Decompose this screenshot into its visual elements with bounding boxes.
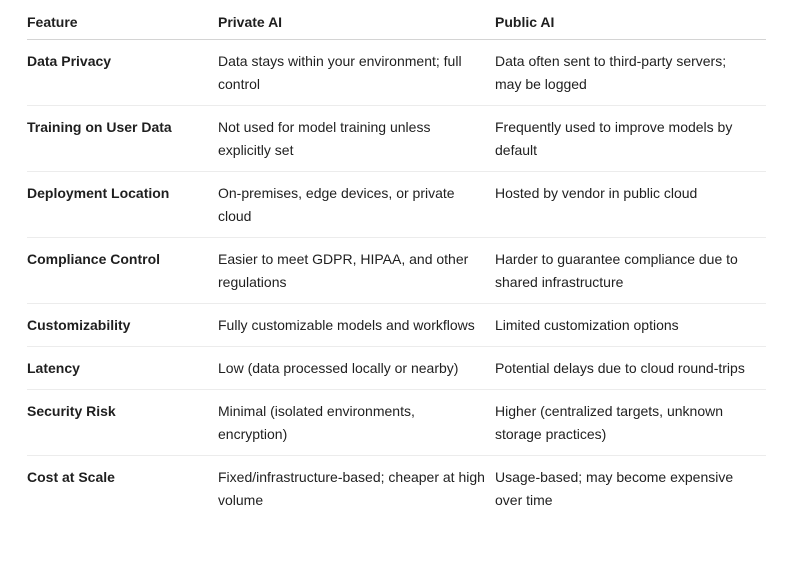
- table-row: [27, 238, 766, 304]
- feature-cell: Data Privacy: [27, 40, 218, 106]
- private-ai-cell: Not used for model training unless explicitly set: [218, 106, 495, 172]
- comparison-table: [27, 0, 766, 521]
- comparison-table-container: [27, 0, 766, 521]
- table-row: [27, 390, 766, 456]
- public-ai-cell: Hosted by vendor in public cloud: [495, 172, 766, 238]
- private-ai-cell: Low (data processed locally or nearby): [218, 347, 495, 390]
- feature-cell: Latency: [27, 347, 218, 390]
- header-public-ai: Public AI: [495, 0, 766, 40]
- table-row: [27, 106, 766, 172]
- table-row: [27, 40, 766, 106]
- public-ai-cell: Harder to guarantee compliance due to shared infrastructure: [495, 238, 766, 304]
- header-feature: Feature: [27, 0, 218, 40]
- feature-cell: Compliance Control: [27, 238, 218, 304]
- public-ai-cell: Data often sent to third-party servers; may be logged: [495, 40, 766, 106]
- table-row: [27, 304, 766, 347]
- header-row: [27, 0, 766, 40]
- private-ai-cell: Data stays within your environment; full control: [218, 40, 495, 106]
- feature-cell: Security Risk: [27, 390, 218, 456]
- public-ai-cell: Frequently used to improve models by default: [495, 106, 766, 172]
- feature-cell: Cost at Scale: [27, 469, 115, 485]
- public-ai-cell: Higher (centralized targets, unknown storage practices): [495, 390, 766, 456]
- header-private-ai: Private AI: [218, 0, 495, 40]
- feature-cell: Training on User Data: [27, 106, 218, 172]
- table-row: [27, 172, 766, 238]
- public-ai-cell: Limited customization options: [495, 304, 766, 347]
- private-ai-cell: Easier to meet GDPR, HIPAA, and other regulations: [218, 238, 495, 304]
- private-ai-cell: On-premises, edge devices, or private cloud: [218, 172, 495, 238]
- feature-cell: Customizability: [27, 304, 218, 347]
- feature-cell: Deployment Location: [27, 172, 218, 238]
- table-row: [27, 347, 766, 390]
- public-ai-cell: Potential delays due to cloud round-trips: [495, 347, 766, 390]
- table-row: [27, 456, 766, 522]
- public-ai-cell: Usage-based; may become expensive over time: [495, 469, 734, 508]
- private-ai-cell: Minimal (isolated environments, encryption): [218, 390, 495, 456]
- private-ai-cell: Fixed/infrastructure-based; cheaper at high volume: [218, 469, 485, 508]
- private-ai-cell: Fully customizable models and workflows: [218, 304, 495, 347]
